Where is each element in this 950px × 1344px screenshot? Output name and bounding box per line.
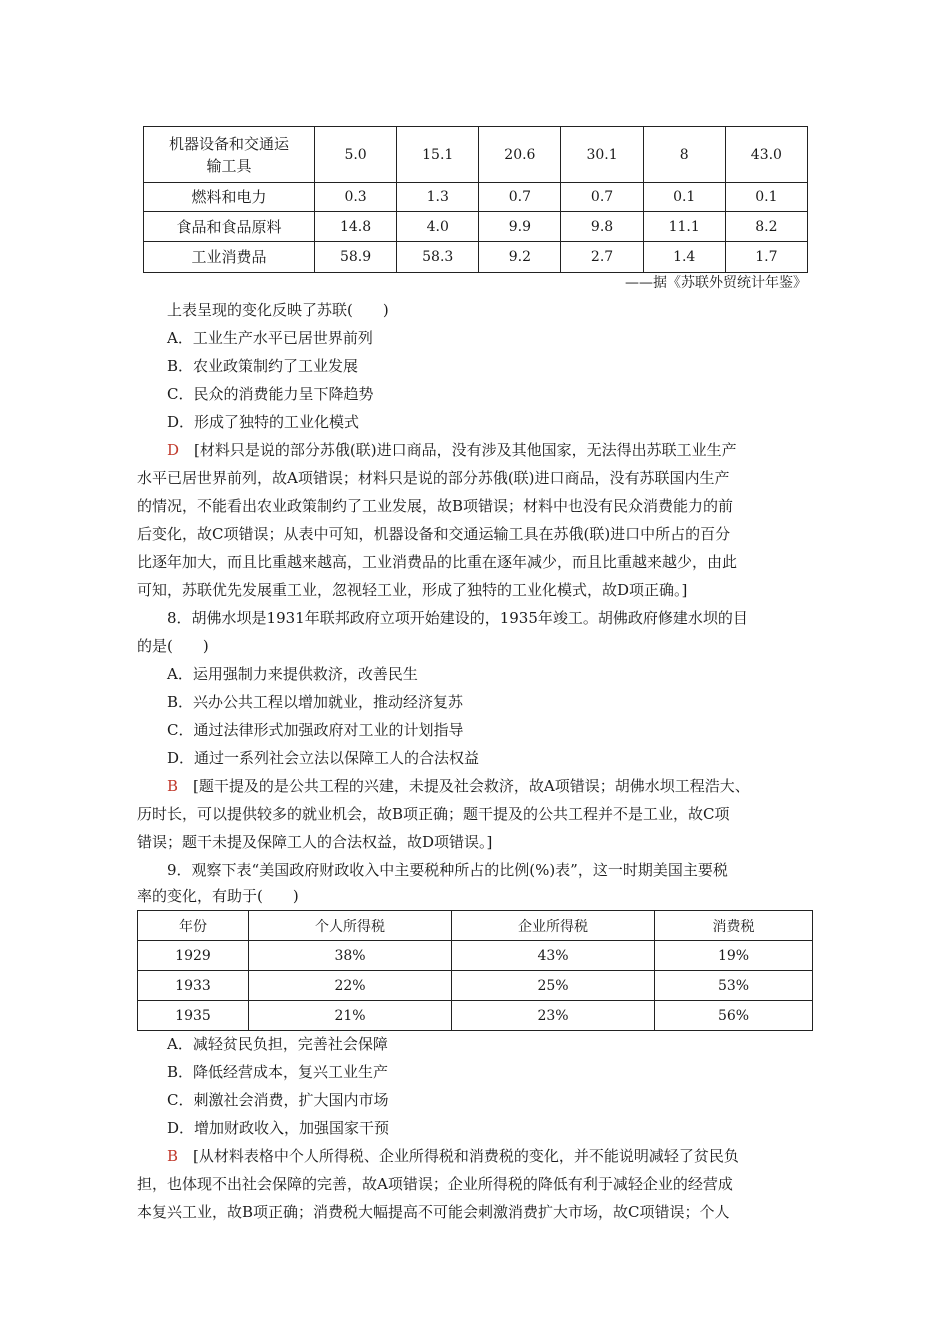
table-cell: 1.7 <box>725 242 807 273</box>
table-cell: 22% <box>249 971 452 1001</box>
table-cell: 1.4 <box>643 242 725 273</box>
soviet-import-table <box>143 126 808 273</box>
table-cell: 56% <box>655 1001 813 1031</box>
table-cell: 1933 <box>138 971 249 1001</box>
table-cell: 19% <box>655 941 813 971</box>
table-cell: 53% <box>655 971 813 1001</box>
table-row <box>144 127 808 183</box>
table-cell: 43.0 <box>725 127 807 183</box>
table-header: 企业所得税 <box>452 911 655 941</box>
option-a: A．减轻贫民负担，完善社会保障 <box>167 1035 388 1053</box>
table-cell: 43% <box>452 941 655 971</box>
table-cell: 1935 <box>138 1001 249 1031</box>
table-cell: 23% <box>452 1001 655 1031</box>
option-a: A．运用强制力来提供救济，改善民生 <box>167 665 418 683</box>
table-cell: 14.8 <box>315 212 397 242</box>
table-cell: 38% <box>249 941 452 971</box>
answer-letter: B <box>167 1147 179 1165</box>
option-d: D．增加财政收入，加强国家干预 <box>167 1119 390 1137</box>
table-cell: 0.3 <box>315 183 397 212</box>
us-tax-table <box>137 910 813 1031</box>
option-d: D．形成了独特的工业化模式 <box>167 413 360 431</box>
table-row <box>144 183 808 212</box>
option-b: B．兴办公共工程以增加就业，推动经济复苏 <box>167 693 464 711</box>
table-header: 消费税 <box>655 911 813 941</box>
table-cell: 58.9 <box>315 242 397 273</box>
table-cell: 25% <box>452 971 655 1001</box>
table-cell: 30.1 <box>561 127 643 183</box>
table-cell: 15.1 <box>397 127 479 183</box>
question-stem: 率的变化，有助于( ) <box>137 887 299 905</box>
explanation-line: D [材料只是说的部分苏俄(联)进口商品，没有涉及其他国家，无法得出苏联工业生产 <box>167 441 737 459</box>
question-stem: 8．胡佛水坝是1931年联邦政府立项开始建设的，1935年竣工。胡佛政府修建水坝的目 <box>167 609 748 627</box>
row-label: 燃料和电力 <box>144 183 315 212</box>
explanation-line: B [题干提及的是公共工程的兴建，未提及社会救济，故A项错误；胡佛水坝工程浩大、 <box>167 777 750 795</box>
table-cell: 11.1 <box>643 212 725 242</box>
explanation-line: 可知，苏联优先发展重工业，忽视轻工业，形成了独特的工业化模式，故D项正确。] <box>137 581 688 599</box>
table-cell: 0.7 <box>479 183 561 212</box>
answer-letter: B <box>167 777 179 795</box>
table-cell: 0.1 <box>725 183 807 212</box>
row-label: 食品和食品原料 <box>144 212 315 242</box>
option-a: A．工业生产水平已居世界前列 <box>167 329 373 347</box>
table-row <box>138 971 813 1001</box>
table-cell: 9.9 <box>479 212 561 242</box>
table-cell: 8.2 <box>725 212 807 242</box>
table-cell: 8 <box>643 127 725 183</box>
table-header: 年份 <box>138 911 249 941</box>
question-stem: 9．观察下表“美国政府财政收入中主要税种所占的比例(%)表”，这一时期美国主要税 <box>167 861 728 879</box>
explanation-line: 后变化，故C项错误；从表中可知，机器设备和交通运输工具在苏俄(联)进口中所占的百分 <box>137 525 731 543</box>
option-c: C．民众的消费能力呈下降趋势 <box>167 385 374 403</box>
option-c: C．刺激社会消费，扩大国内市场 <box>167 1091 389 1109</box>
table-header: 个人所得税 <box>249 911 452 941</box>
option-b: B．降低经营成本，复兴工业生产 <box>167 1063 389 1081</box>
explanation-line: 的情况，不能看出农业政策制约了工业发展，故B项错误；材料中也没有民众消费能力的前 <box>137 497 734 515</box>
option-d: D．通过一系列社会立法以保障工人的合法权益 <box>167 749 480 767</box>
explanation-line: 错误；题干未提及保障工人的合法权益，故D项错误。] <box>137 833 493 851</box>
explanation-line: 本复兴工业，故B项正确；消费税大幅提高不可能会刺激消费扩大市场，故C项错误；个人 <box>137 1203 730 1221</box>
explanation-line: 历时长，可以提供较多的就业机会，故B项正确；题干提及的公共工程并不是工业，故C项 <box>137 805 730 823</box>
explanation-line: 水平已居世界前列，故A项错误；材料只是说的部分苏俄(联)进口商品，没有苏联国内生产 <box>137 469 730 487</box>
row-label: 工业消费品 <box>144 242 315 273</box>
table-source: ——据《苏联外贸统计年鉴》 <box>625 275 807 291</box>
table-cell: 21% <box>249 1001 452 1031</box>
table-row <box>138 941 813 971</box>
table-cell: 4.0 <box>397 212 479 242</box>
row-label: 机器设备和交通运 输工具 <box>144 127 315 183</box>
table-cell: 58.3 <box>397 242 479 273</box>
option-c: C．通过法律形式加强政府对工业的计划指导 <box>167 721 464 739</box>
table-cell: 2.7 <box>561 242 643 273</box>
question-stem: 的是( ) <box>137 637 209 655</box>
table-cell: 1.3 <box>397 183 479 212</box>
table-cell: 9.2 <box>479 242 561 273</box>
table-cell: 1929 <box>138 941 249 971</box>
explanation-line: B [从材料表格中个人所得税、企业所得税和消费税的变化，并不能说明减轻了贫民负 <box>167 1147 739 1165</box>
table-cell: 9.8 <box>561 212 643 242</box>
option-b: B．农业政策制约了工业发展 <box>167 357 359 375</box>
table-cell: 5.0 <box>315 127 397 183</box>
table-row <box>144 242 808 273</box>
table-cell: 20.6 <box>479 127 561 183</box>
table-row <box>144 212 808 242</box>
question-stem: 上表呈现的变化反映了苏联( ) <box>167 301 389 319</box>
table-cell: 0.1 <box>643 183 725 212</box>
explanation-line: 担，也体现不出社会保障的完善，故A项错误；企业所得税的降低有利于减轻企业的经营成 <box>137 1175 733 1193</box>
explanation-line: 比逐年加大，而且比重越来越高，工业消费品的比重在逐年减少，而且比重越来越少，由此 <box>137 553 738 571</box>
table-cell: 0.7 <box>561 183 643 212</box>
table-header-row <box>138 911 813 941</box>
answer-letter: D <box>167 441 180 459</box>
table-row <box>138 1001 813 1031</box>
